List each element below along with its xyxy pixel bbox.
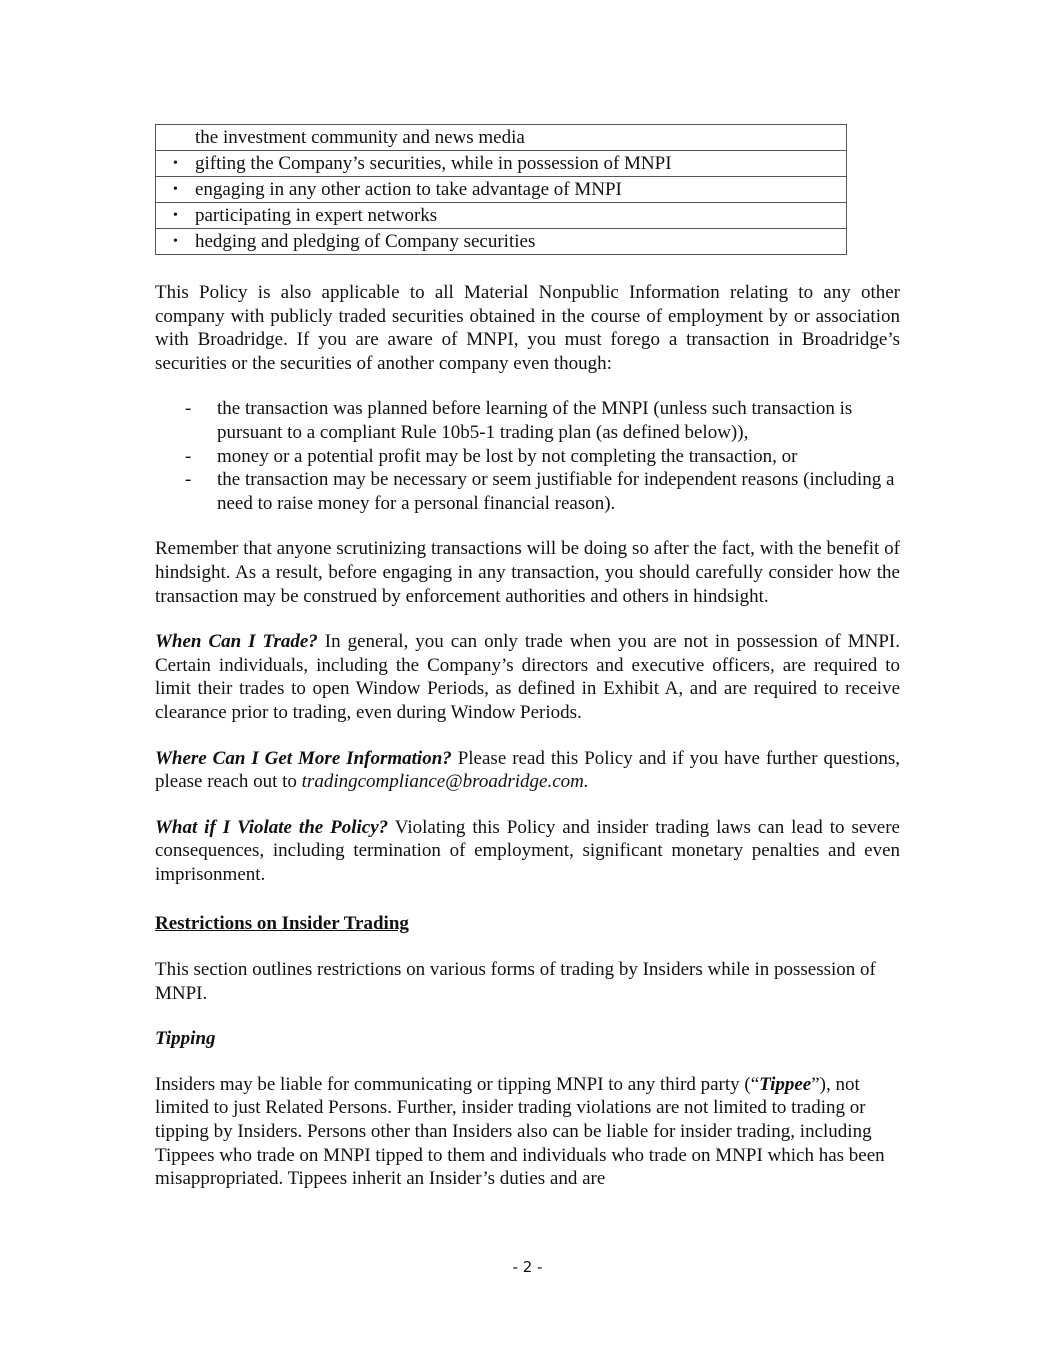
section-heading bbox=[155, 912, 900, 936]
table-row bbox=[156, 177, 847, 203]
table-row bbox=[156, 229, 847, 255]
violation-text: Violating this Policy and insider trading laws can lead to severe consequences, including termination of employment, significant monetary penalties and even imprisonment. bbox=[155, 816, 900, 885]
compliance-email: tradingcompliance@broadridge.com. bbox=[301, 771, 589, 793]
page-number: - 2 - bbox=[512, 1258, 543, 1276]
when-trade-paragraph bbox=[155, 630, 900, 724]
dash-mark: - bbox=[185, 445, 192, 467]
when-trade-text: In general, you can only trade when you are not in possession of MNPI. Certain individuals, including the Company’s directors and executive officers, are required to limit their trades to open Window Periods, as defined in Exhibit A, and are required to receive clearance prior to trading, even during Window Periods. bbox=[155, 631, 900, 723]
table-row bbox=[156, 151, 847, 177]
policy-paragraph: This Policy is also applicable to all Material Nonpublic Information relating to any other company with publicly traded securities obtained in the course of employment by or association with Broadridge. If you are aware of MNPI, you must forego a transaction in Broadridge’s securities or the securities of another company even though: bbox=[155, 282, 900, 374]
table-row bbox=[156, 203, 847, 229]
table-row bbox=[156, 125, 847, 151]
row-text: hedging and pledging of Company securities bbox=[195, 231, 536, 252]
list-item-text: the transaction may be necessary or seem justifiable for independent reasons (including a need to raise money for a personal financial reason). bbox=[217, 469, 895, 514]
dash-mark: - bbox=[185, 398, 192, 420]
restrictions-heading: Restrictions on Insider Trading bbox=[155, 913, 409, 935]
bullet-mark: • bbox=[173, 234, 178, 249]
dash-mark: - bbox=[185, 469, 192, 491]
bullet-mark: • bbox=[173, 156, 178, 171]
exceptions-list bbox=[155, 397, 900, 515]
section-intro-paragraph: This section outlines restrictions on various forms of trading by Insiders while in possession of MNPI. bbox=[155, 959, 876, 1004]
bullet-mark: • bbox=[173, 208, 178, 223]
list-item-text: the transaction was planned before learning of the MNPI (unless such transaction is pursuant to a compliant Rule 10b5-1 trading plan (as defined below)), bbox=[217, 398, 853, 443]
tipping-paragraph bbox=[155, 1073, 900, 1191]
tippee-term: Tippee bbox=[759, 1073, 812, 1095]
more-info-text: Please read this Policy and if you have further questions, please reach out to bbox=[155, 747, 900, 793]
row-text: gifting the Company’s securities, while in possession of MNPI bbox=[195, 153, 672, 174]
tipping-text-rest: ”), not limited to just Related Persons. Further, insider trading violations are not limited to trading or tipping by Insiders. Persons other than Insiders also can be liable for insider trading, including Tippees who trade on MNPI tipped to them and individuals who trade on MNPI which has been misappropriated. Tippees inherit an Insider’s duties and are bbox=[155, 1073, 885, 1190]
more-info-lead: Where Can I Get More Information? bbox=[155, 747, 452, 769]
violation-lead: What if I Violate the Policy? bbox=[155, 816, 389, 838]
more-info-paragraph bbox=[155, 747, 900, 794]
violation-paragraph bbox=[155, 816, 900, 887]
document-body bbox=[155, 124, 900, 1191]
row-text: participating in expert networks bbox=[195, 205, 438, 226]
when-trade-lead: When Can I Trade? bbox=[155, 631, 318, 653]
list-item-text: money or a potential profit may be lost by not completing the transaction, or bbox=[217, 445, 798, 467]
list-item bbox=[155, 445, 900, 469]
tipping-text-start: Insiders may be liable for communicating or tipping MNPI to any third party (“ bbox=[155, 1073, 760, 1095]
list-item bbox=[155, 468, 900, 515]
row-text: the investment community and news media bbox=[195, 127, 525, 148]
bullet-mark: • bbox=[173, 182, 178, 197]
list-item bbox=[155, 397, 900, 444]
tipping-subheading: Tipping bbox=[155, 1028, 216, 1050]
row-text: engaging in any other action to take advantage of MNPI bbox=[195, 179, 622, 200]
activities-table bbox=[155, 124, 847, 255]
remember-paragraph: Remember that anyone scrutinizing transactions will be doing so after the fact, with the benefit of hindsight. As a result, before engaging in any transaction, you should carefully consider how the transaction may be construed by enforcement authorities and others in hindsight. bbox=[155, 538, 900, 607]
